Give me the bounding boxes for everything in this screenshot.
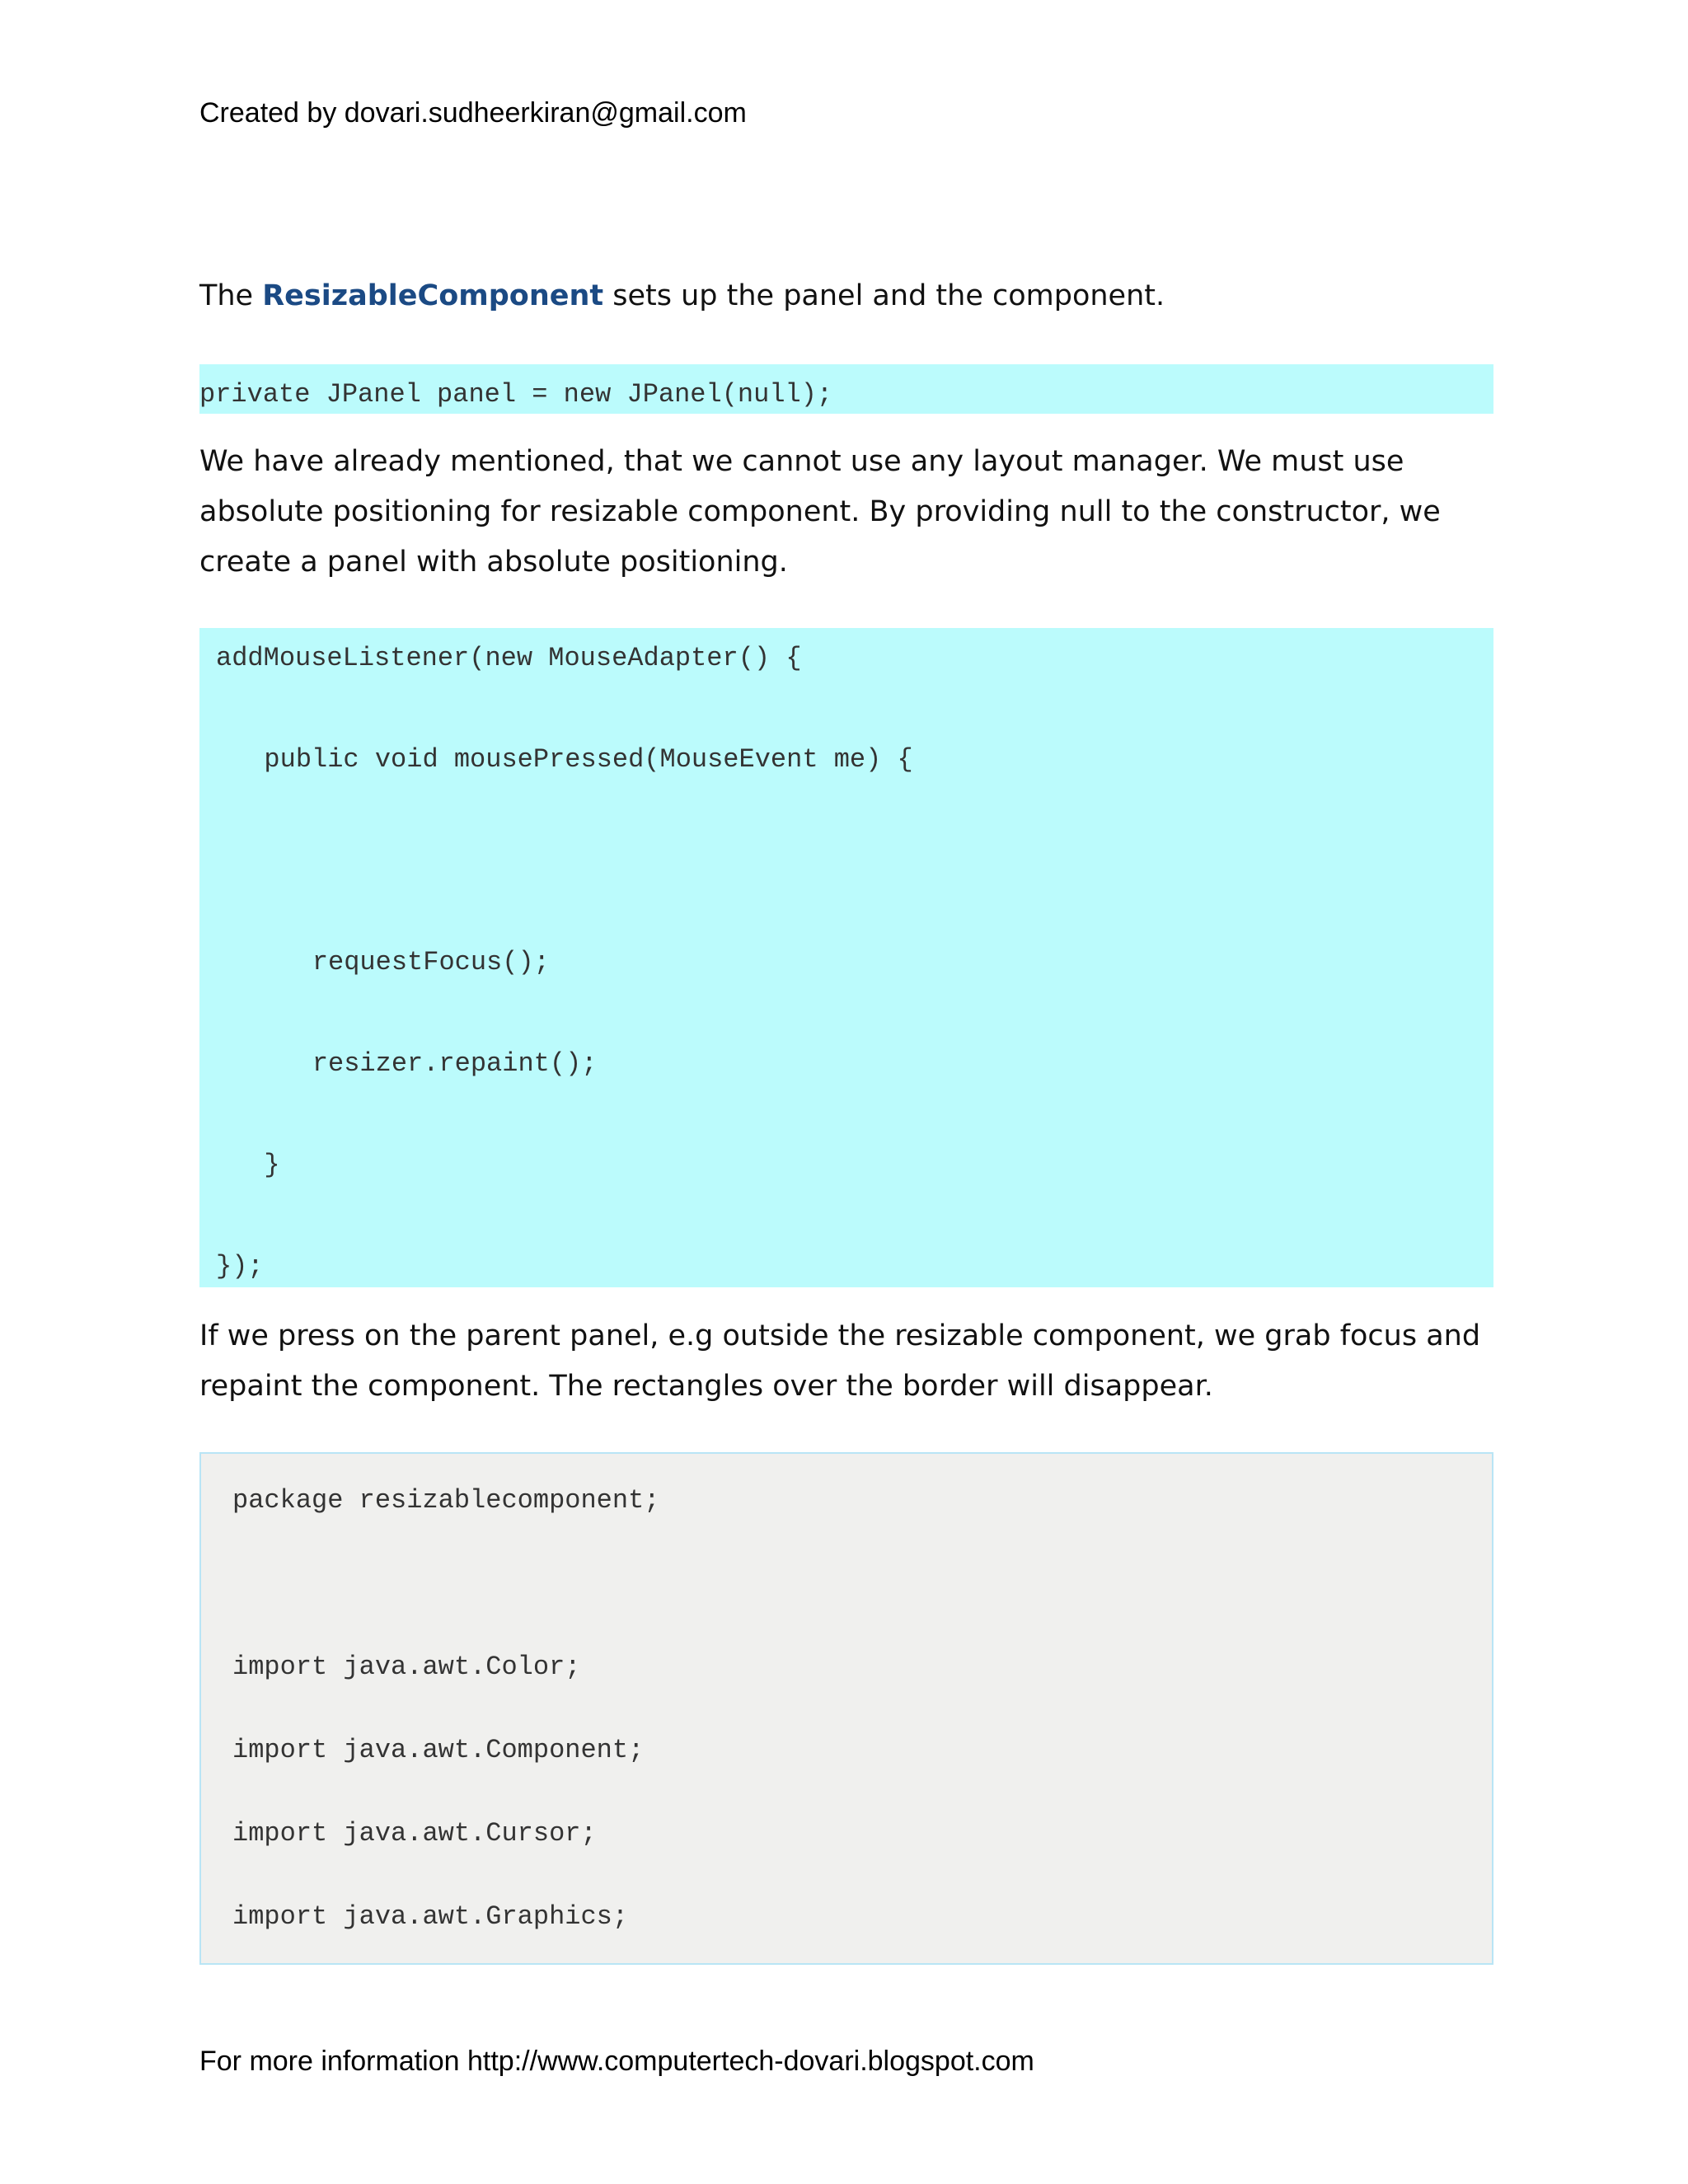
code-block-mouse-listener	[199, 628, 1493, 1287]
code-line: import java.awt.Graphics;	[232, 1901, 629, 1932]
intro-paragraph	[199, 271, 1493, 321]
code-line: import java.awt.Color;	[232, 1652, 581, 1682]
code-line: public void mousePressed(MouseEvent me) {	[232, 744, 913, 775]
code-line: }	[232, 1150, 280, 1180]
code-block-imports	[199, 1452, 1493, 1965]
class-name-highlight: ResizableComponent	[262, 279, 604, 312]
page-header-credit: Created by dovari.sudheerkiran@gmail.com	[199, 97, 747, 129]
code-line: import java.awt.Cursor;	[232, 1818, 597, 1849]
code-line: import java.awt.Component;	[232, 1735, 645, 1765]
paragraph-parent-panel: If we press on the parent panel, e.g outside the resizable component, we grab focus and repaint the component. The rectangles over the border will disappear.	[199, 1319, 1481, 1403]
paragraph-absolute-positioning: We have already mentioned, that we cannot use any layout manager. We must use absolute positioning for resizable component. By providing null to the constructor, we create a panel with absolute positioning.	[199, 445, 1441, 579]
code-line: package resizablecomponent;	[232, 1485, 660, 1516]
intro-text-after: sets up the panel and the component.	[603, 279, 1165, 312]
code-line: resizer.repaint();	[249, 1048, 598, 1079]
page-footer-info: For more information http://www.computertech-dovari.blogspot.com	[199, 2046, 1034, 2077]
intro-text-before: The	[199, 279, 263, 312]
code-snippet-panel	[199, 364, 1493, 414]
code-line: private JPanel panel = new JPanel(null);	[199, 379, 833, 410]
code-line: });	[216, 1251, 264, 1282]
code-line: addMouseListener(new MouseAdapter() {	[216, 643, 802, 673]
code-line: requestFocus();	[249, 947, 550, 977]
